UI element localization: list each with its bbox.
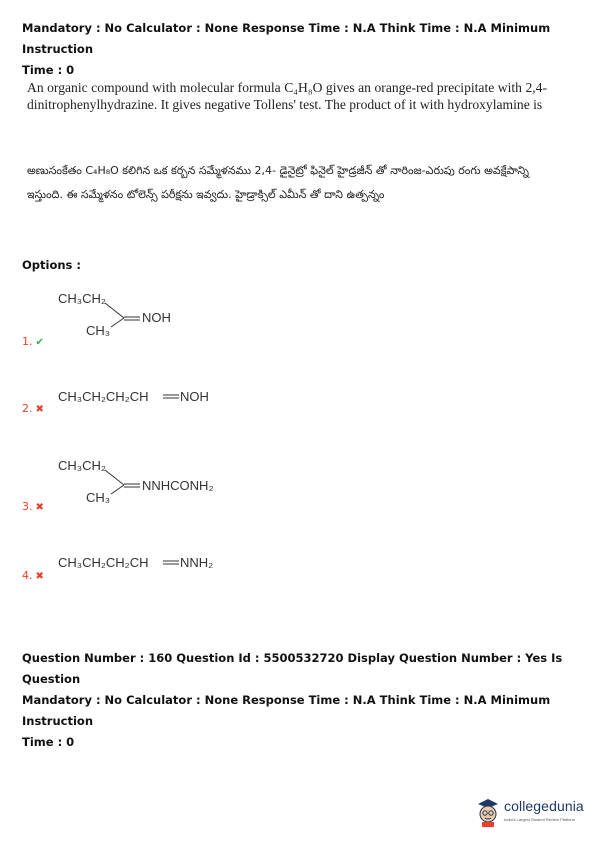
option-4-number[interactable] bbox=[22, 569, 44, 582]
option-2-chain: CH₃CH₂CH₂CH bbox=[58, 389, 149, 404]
option-3-right-group: NNHCONH₂ bbox=[142, 478, 214, 493]
option-2-number-label: 2. bbox=[22, 402, 33, 415]
option-1-structure bbox=[58, 291, 188, 341]
options-label: Options : bbox=[22, 258, 81, 272]
option-4-structure bbox=[58, 555, 238, 575]
logo-wordmark: collegedunia bbox=[504, 798, 584, 814]
cross-icon: ✖ bbox=[35, 571, 44, 582]
option-1-top-group: CH₃CH₂ bbox=[58, 291, 106, 306]
header-meta-line1: Mandatory : No Calculator : None Response Time : N.A Think Time : N.A Minimum Instruction bbox=[22, 21, 551, 56]
collegedunia-logo bbox=[474, 797, 589, 827]
option-2-structure bbox=[58, 389, 228, 409]
question-text-english: An organic compound with molecular formula C₄H₈O gives an orange-red precipitate with 2,4-dinitrophenylhydrazine. It gives negative Tollens' test. The product of it with hydroxylamine is bbox=[27, 80, 547, 112]
mascot-icon bbox=[474, 797, 502, 827]
header-meta bbox=[22, 18, 582, 81]
option-3-top-group: CH₃CH₂ bbox=[58, 458, 106, 473]
option-4-number-label: 4. bbox=[22, 569, 33, 582]
option-3-number[interactable] bbox=[22, 500, 44, 513]
option-4-right-group: NNH₂ bbox=[180, 555, 214, 570]
option-2-right-group: NOH bbox=[180, 389, 209, 404]
footer-meta-line2: Mandatory : No Calculator : None Response Time : N.A Think Time : N.A Minimum Instruction bbox=[22, 693, 551, 728]
option-2-number[interactable] bbox=[22, 402, 44, 415]
check-icon: ✔ bbox=[35, 337, 44, 348]
header-meta-line2: Time : 0 bbox=[22, 63, 75, 77]
option-1-number-label: 1. bbox=[22, 335, 33, 348]
footer-meta-line3: Time : 0 bbox=[22, 735, 75, 749]
question-text-telugu: అణుసంకేతం C₄H₈O కలిగిన ఒక కర్బన సమ్మేళనము 2,4- డైనైట్రో ఫినైల్ హైడ్రజీన్ తో నారింజ-ఎరుపు రంగు అవక్షేపాన్ని ఇస్తుంది. ఈ సమ్మేళనం టోలెన్స్ పరీక్షను ఇవ్వదు. హైడ్రాక్సిల్ ఎమీన్ తో దాని ఉత్పన్నం bbox=[27, 164, 529, 201]
footer-meta bbox=[22, 648, 582, 753]
logo-tagline: India's Largest Student Review Platform bbox=[504, 817, 576, 822]
cross-icon: ✖ bbox=[35, 502, 44, 513]
option-3-structure bbox=[58, 458, 238, 508]
option-4-chain: CH₃CH₂CH₂CH bbox=[58, 555, 149, 570]
option-1-bottom-group: CH₃ bbox=[86, 323, 111, 338]
option-1-right-group: NOH bbox=[142, 310, 171, 325]
option-3-bottom-group: CH₃ bbox=[86, 490, 111, 505]
footer-meta-line1: Question Number : 160 Question Id : 5500532720 Display Question Number : Yes Is Question bbox=[22, 651, 563, 686]
cross-icon: ✖ bbox=[35, 404, 44, 415]
option-3-number-label: 3. bbox=[22, 500, 33, 513]
option-1-number[interactable] bbox=[22, 335, 44, 348]
